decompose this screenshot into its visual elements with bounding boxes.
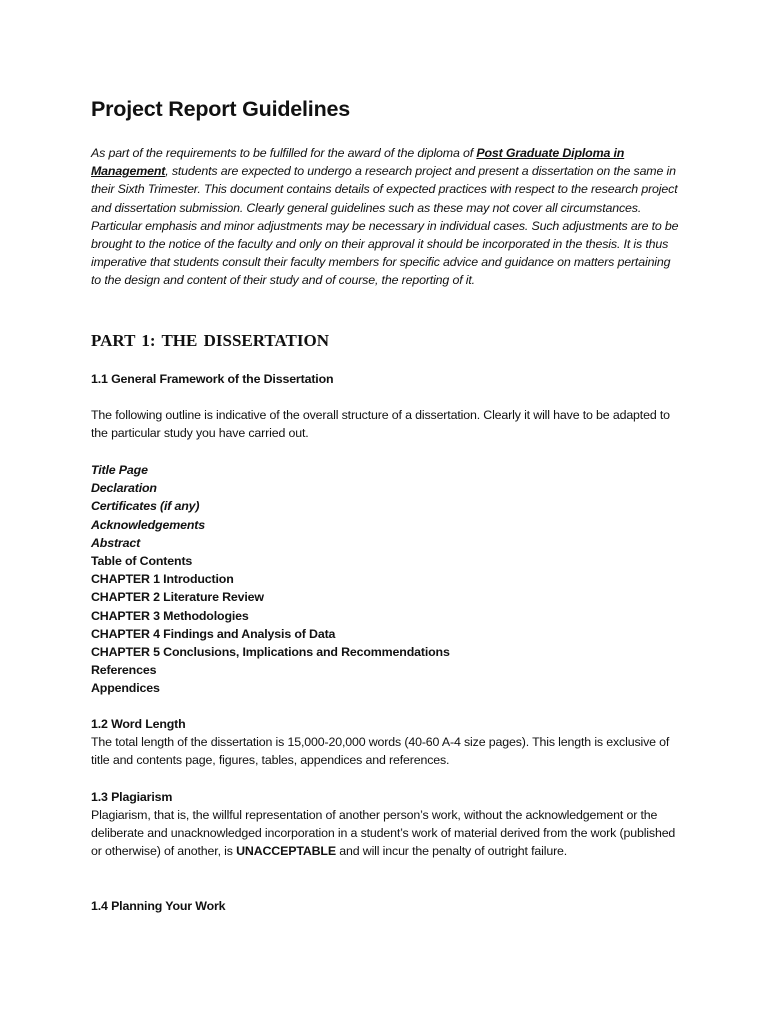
section-1-4 xyxy=(91,897,225,915)
document-title: Project Report Guidelines xyxy=(91,97,351,121)
intro-paragraph xyxy=(91,144,681,290)
outline-item: Abstract xyxy=(91,535,141,550)
outline-item: Acknowledgements xyxy=(91,517,205,532)
section-1-3 xyxy=(91,788,676,860)
outline-item: Table of Contents xyxy=(91,553,193,568)
intro-text-rest: , students are expected to undergo a research project and present a dissertation on the same in their Sixth Trimester. This document contains details of expected practices with respect to the research project and dissertation submission. Clearly general guidelines such as these may not cover all circumstances. Particular emphasis and minor adjustments may be necessary in individual cases. Such adjustments are to be brought to the notice of the faculty and only on their approval it should be incorporated in the thesis. It is thus imperative that students consult their faculty members for specific advice and guidance on matters pertaining to the design and content of their study and of course, the reporting of it. xyxy=(91,164,679,288)
outline-item: CHAPTER 5 Conclusions, Implications and Recommendations xyxy=(91,644,450,659)
outline-item: CHAPTER 3 Methodologies xyxy=(91,608,249,623)
outline-item: CHAPTER 2 Literature Review xyxy=(91,590,264,605)
outline-item: Appendices xyxy=(91,681,160,696)
unacceptable-emphasis: UNACCEPTABLE xyxy=(236,844,336,858)
plagiarism-text-start: Plagiarism, that is, the willful representation of another person’s work, without the acknowledgement or the deliberate and unacknowledged incorporation in a student’s work of material derived from the work (published or otherwise) of another, is xyxy=(91,808,676,858)
outline-item: Title Page xyxy=(91,463,148,477)
section-1-1 xyxy=(91,370,333,388)
outline-item: References xyxy=(91,663,157,678)
section-paragraph: The total length of the dissertation is 15,000-20,000 words (40-60 A-4 size pages). This length is exclusive of title and contents page, figures, tables, appendices and references. xyxy=(91,735,670,767)
section-paragraph xyxy=(91,806,676,860)
outline-item: Certificates (if any) xyxy=(91,499,200,514)
section-1-1-body xyxy=(91,406,676,442)
section-paragraph: The following outline is indicative of the overall structure of a dissertation. Clearly it will have to be adapted to the particular study you have carried out. xyxy=(91,408,670,440)
section-heading: 1.3 Plagiarism xyxy=(91,790,173,804)
section-heading: 1.1 General Framework of the Dissertation xyxy=(91,372,334,386)
outline-item: CHAPTER 4 Findings and Analysis of Data xyxy=(91,626,336,641)
section-1-2 xyxy=(91,715,676,769)
part-heading: PART 1: THE DISSERTATION xyxy=(91,331,329,350)
dissertation-outline xyxy=(91,461,450,697)
outline-item: CHAPTER 1 Introduction xyxy=(91,572,234,587)
plagiarism-text-end: and will incur the penalty of outright failure. xyxy=(335,844,568,858)
outline-list xyxy=(91,461,450,697)
section-heading: 1.2 Word Length xyxy=(91,717,186,731)
diploma-name: Post Graduate Diploma in Management xyxy=(91,146,625,179)
section-heading: 1.4 Planning Your Work xyxy=(91,899,226,913)
outline-item: Declaration xyxy=(91,481,157,496)
intro-text-start: As part of the requirements to be fulfilled for the award of the diploma of xyxy=(91,146,477,160)
